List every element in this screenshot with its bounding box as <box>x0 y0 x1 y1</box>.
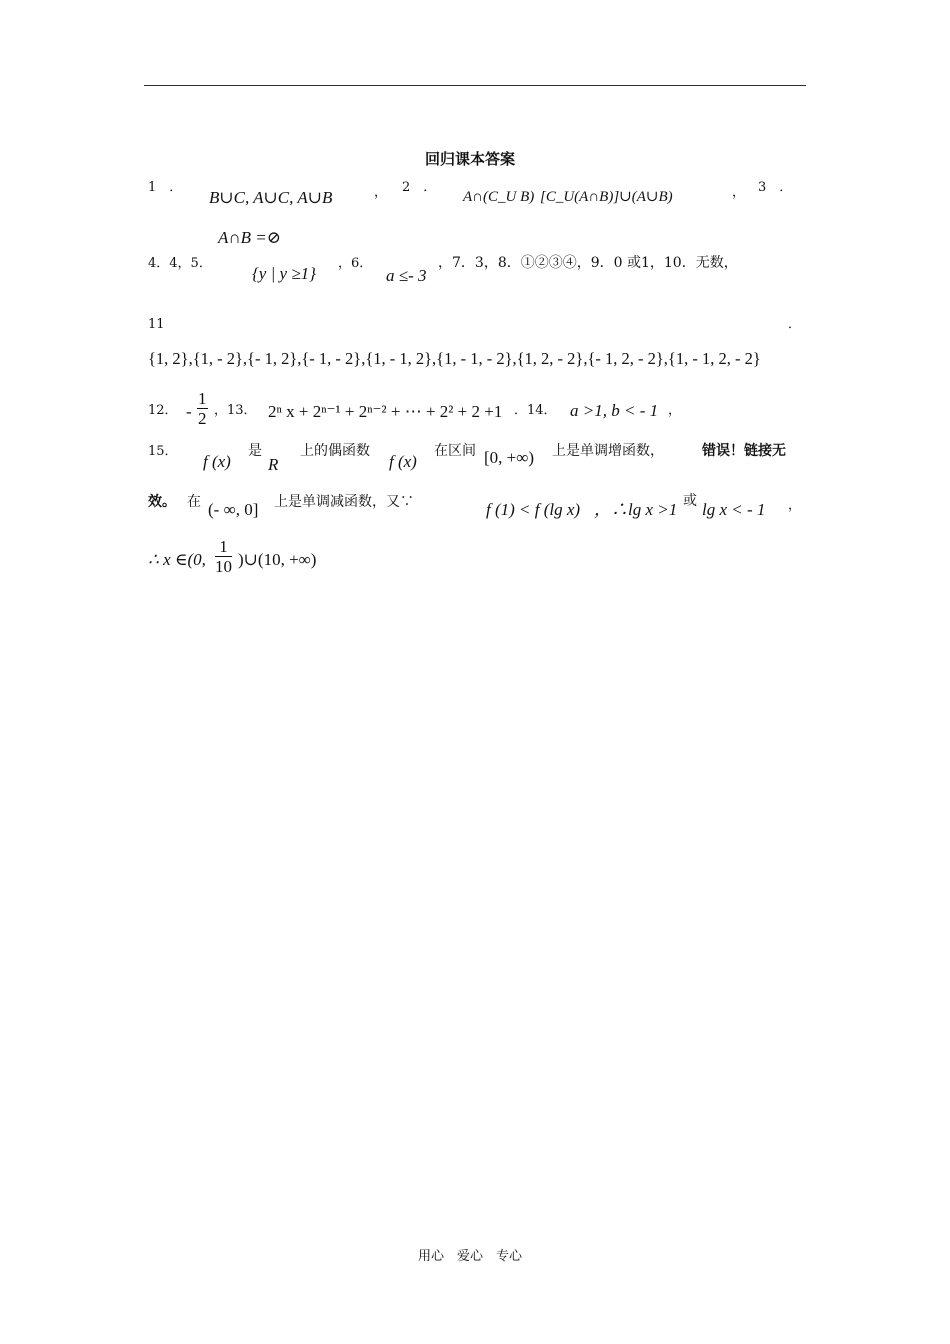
page-title: 回归课本答案 <box>425 150 516 168</box>
q1-label: 1 ． <box>148 180 183 195</box>
q12-label: 12． <box>148 403 178 418</box>
q14-answer: a >1, b < - 1 <box>570 401 659 420</box>
fraction <box>197 390 208 427</box>
q15-final-b: )∪(10, +∞) <box>238 550 317 569</box>
q11-dot: ． <box>788 317 802 332</box>
q15-label: 15． <box>148 444 178 459</box>
fraction-denominator: 2 <box>198 409 207 428</box>
q1-answer: B∪C, A∪C, A∪B <box>209 188 333 207</box>
q15-is: 是 <box>248 443 262 459</box>
q13-label: ，13． <box>214 403 257 418</box>
fraction-numerator: 1 <box>198 389 207 408</box>
q12-fraction <box>197 390 208 427</box>
q6-answer: a ≤- 3 <box>386 266 427 285</box>
fraction-numerator: 1 <box>215 538 232 557</box>
q15-interval2: (- ∞, 0] <box>208 500 259 519</box>
separator: ， <box>788 498 802 513</box>
q14-label: ．14． <box>514 403 557 418</box>
q15-or: 或 <box>683 493 697 509</box>
error-link-text: 错误！链接无 <box>702 443 786 459</box>
q11-answer: {1, 2},{1, - 2},{- 1, 2},{- 1, - 2},{1, - 1, 2},{1, - 1, - 2},{1, 2, - 2},{- 1, 2, - 2},{1, - 1, 2, - 2} <box>148 349 761 368</box>
fraction <box>215 538 232 575</box>
q13-answer: 2ⁿ x + 2ⁿ⁻¹ + 2ⁿ⁻² + ⋯ + 2² + 2 +1 <box>268 402 503 421</box>
q15-decreasing: 上是单调减函数，又∵ <box>274 494 414 510</box>
q2-answer-b: [C_U(A∩B)]∪(A∪B) <box>540 189 673 205</box>
separator: ， <box>668 403 682 418</box>
q15-final-fraction <box>215 538 232 575</box>
q15-interval: [0, +∞) <box>484 448 535 467</box>
q2-answer-a: A∩(C_U B) <box>463 189 535 205</box>
q11-label: 11 <box>148 317 165 332</box>
q15-final-a: ∴ x ∈(0, <box>148 550 206 569</box>
q15-increasing: 上是单调增函数， <box>552 443 664 459</box>
q7-q10-answers: ，7．3，8．①②③④，9．0 或1，10．无数， <box>438 255 738 271</box>
q15-inequality: f (1) < f (lg x) <box>486 500 581 519</box>
q15-in: 在 <box>187 494 201 510</box>
q12-minus: - <box>186 402 192 421</box>
separator: ， <box>374 185 388 200</box>
q5-answer: {y | y ≥1} <box>252 264 316 283</box>
q3-label: 3 ． <box>758 180 793 195</box>
error-link-text-end: 效。 <box>148 494 176 510</box>
q15-fx: f (x) <box>203 452 231 471</box>
header-rule <box>144 85 806 86</box>
q15-fx2: f (x) <box>389 452 417 471</box>
fraction-denominator: 10 <box>215 557 232 576</box>
q15-lg: lg x < - 1 <box>702 500 766 519</box>
page-footer: 用心 爱心 专心 <box>418 1249 523 1264</box>
q2-label: 2 ． <box>402 180 437 195</box>
q15-interval-text: 在区间 <box>434 443 476 459</box>
q6-label: ，6． <box>338 256 373 271</box>
separator: ， <box>732 185 746 200</box>
q15-therefore: ，∴lg x >1 <box>594 500 678 519</box>
q3-answer: A∩B =⊘ <box>218 228 282 247</box>
q15-even: 上的偶函数 <box>300 443 370 459</box>
q4-q5-label: 4．4，5． <box>148 256 212 271</box>
q15-R: R <box>268 455 279 474</box>
